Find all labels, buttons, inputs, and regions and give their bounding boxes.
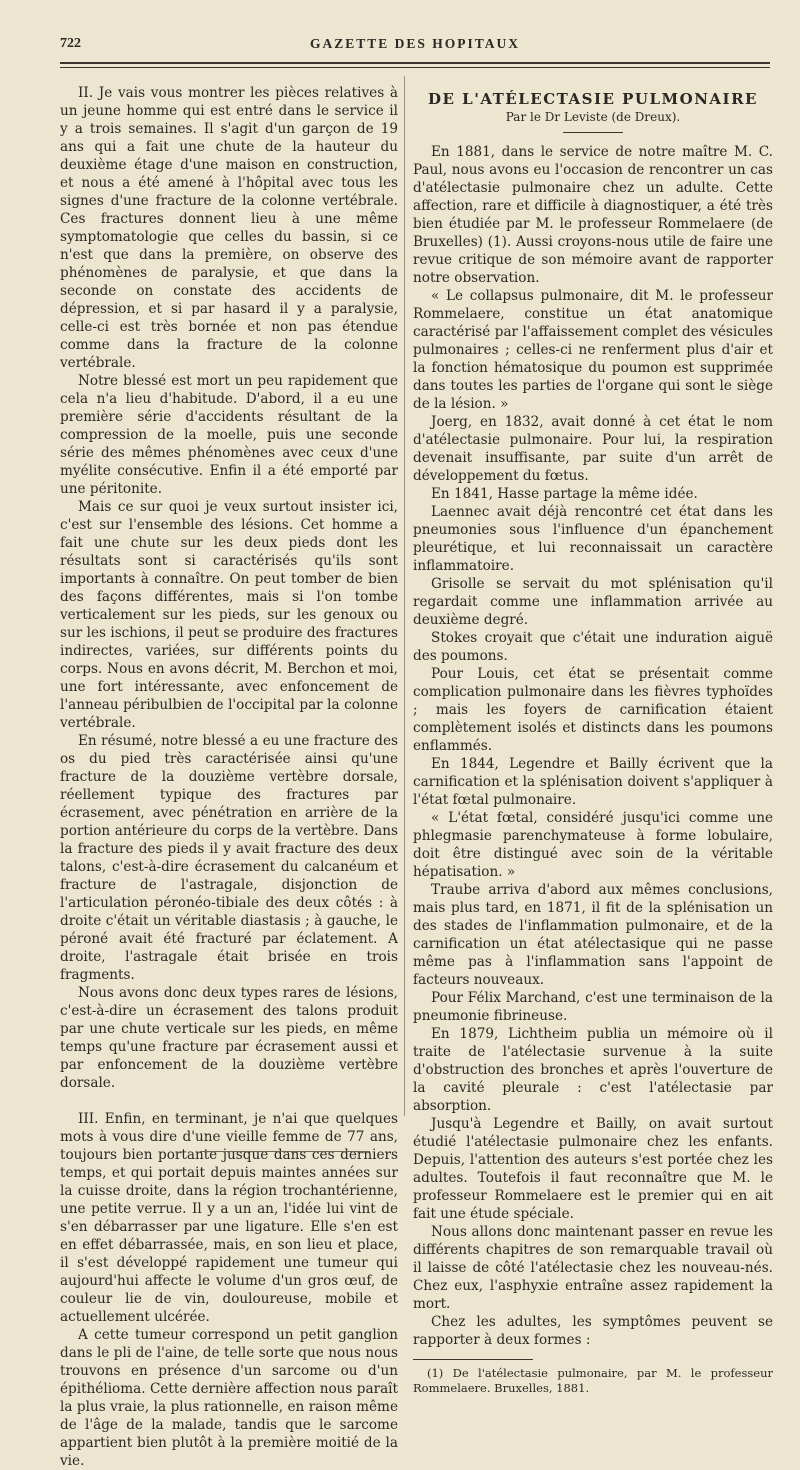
right-paragraph-2: « Le collapsus pulmonaire, dit M. le professeur Rommelaere, constitue un état anatomique caractérisé par l'affaissement complet des vésicules pulmonaires ; celles-ci ne renferment plus d'air et la fonction hématosique du poumon est supprimée dans toutes les parties de l'organe qui sont le siège de la lésion. » <box>413 288 773 412</box>
header-rule-thick <box>60 62 770 64</box>
right-paragraph-7: Stokes croyait que c'était une induration aiguë des poumons. <box>413 630 773 664</box>
article-author: Par le Dr Leviste (de Dreux). <box>505 110 681 124</box>
right-paragraph-3: Joerg, en 1832, avait donné à cet état le nom d'atélectasie pulmonaire. Pour lui, la respiration devenait insuffisante, par suite d'un arrêt de développement du fœtus. <box>413 414 773 484</box>
right-paragraph-11: Traube arriva d'abord aux mêmes conclusions, mais plus tard, en 1871, il fit de la splénisation un des stades de l'inflammation pulmonaire, et de la carnification un état atélectasique qui ne passe même pas à l'inflammation sans l'appoint de facteurs nouveaux. <box>413 882 773 988</box>
journal-title: GAZETTE DES HOPITAUX <box>309 36 521 51</box>
right-paragraph-10: « L'état fœtal, considéré jusqu'ici comme une phlegmasie parenchymateuse à forme lobulaire, doit être distingué avec soin de la véritable hépatisation. » <box>413 810 773 880</box>
right-paragraph-9: En 1844, Legendre et Bailly écrivent que la carnification et la splénisation doivent s'appliquer à l'état fœtal pulmonaire. <box>413 756 773 808</box>
column-divider <box>404 76 405 1116</box>
right-paragraph-14: Jusqu'à Legendre et Bailly, on avait surtout étudié l'atélectasie pulmonaire chez les enfants. Depuis, l'attention des auteurs s'est portée chez les adultes. Toutefois il faut reconnaître que M. le professeur Rommelaere est le premier qui en ait fait une étude spéciale. <box>413 1116 773 1222</box>
right-paragraph-6: Grisolle se servait du mot splénisation qu'il regardait comme une inflammation arrivée au deuxième degré. <box>413 576 773 628</box>
left-column <box>60 84 398 1470</box>
title-rule <box>563 132 623 133</box>
right-paragraph-13: En 1879, Lichtheim publia un mémoire où il traite de l'atélectasie survenue à la suite d'obstruction des bronches et après l'ouverture de la cavité pleurale : c'est l'atélectasie par absorption. <box>413 1026 773 1114</box>
right-paragraph-8: Pour Louis, cet état se présentait comme complication pulmonaire dans les fièvres typhoïdes ; mais les foyers de carnification étaient complètement isolés et distincts dans les poumons enflammés. <box>413 666 773 754</box>
left-paragraph-1: II. Je vais vous montrer les pièces relatives à un jeune homme qui est entré dans le service il y a trois semaines. Il s'agit d'un garçon de 19 ans qui a fait une chute de la hauteur du deuxième étage d'une maison en construction, et nous a été amené à l'hôpital avec tous les signes d'une fracture de la colonne vertébrale. Ces fractures donnent lieu à une même symptomatologie que celles du bassin, si ce n'est que dans la première, on observe des phénomènes de paralysie, et que dans la seconde on constate des accidents de dépression, et si par hasard il y a paralysie, celle-ci est très bornée et non pas étendue comme dans la fracture de la colonne vertébrale. <box>60 85 398 371</box>
left-paragraph-4: En résumé, notre blessé a eu une fracture des os du pied très caractérisée ainsi qu'une fracture de la douzième vertèbre dorsale, réellement typique des fractures par écrasement, avec pénétration en arrière de la portion antérieure du corps de la vertèbre. Dans la fracture des pieds il y avait fracture des deux talons, c'est-à-dire écrasement du calcanéum et fracture de l'astragale, disjonction de l'articulation péronéo-tibiale des deux côtés : à droite c'était un véritable diastasis ; à gauche, le péroné avait été fracturé par éclatement. A droite, l'astragale était brisée en trois fragments. <box>60 733 398 983</box>
right-column <box>413 84 773 1396</box>
right-paragraph-5: Laennec avait déjà rencontré cet état dans les pneumonies sous l'influence d'un épanchement pleurétique, et lui reconnaissait un caractère inflammatoire. <box>413 504 773 574</box>
section-gap <box>60 1092 398 1110</box>
right-paragraph-15: Nous allons donc maintenant passer en revue les différents chapitres de son remarquable travail où il laisse de côté l'atélectasie chez les nouveau-nés. Chez eux, l'asphyxie entraîne assez rapidement la mort. <box>413 1224 773 1312</box>
right-paragraph-4: En 1841, Hasse partage la même idée. <box>431 486 698 502</box>
left-paragraph-7: A cette tumeur correspond un petit ganglion dans le pli de l'aine, de telle sorte que nous nous trouvons en présence d'un sarcome ou d'un épithélioma. Cette dernière affection nous paraît la plus vraie, la plus rationnelle, en raison même de l'âge de la malade, tandis que le sarcome appartient bien plutôt à la première moitié de la vie. <box>60 1327 398 1469</box>
right-paragraph-12: Pour Félix Marchand, c'est une terminaison de la pneumonie fibrineuse. <box>413 990 773 1024</box>
bottom-rule <box>200 1151 370 1152</box>
page-header <box>60 36 770 58</box>
page-number: 722 <box>60 36 81 51</box>
right-paragraph-1: En 1881, dans le service de notre maître M. C. Paul, nous avons eu l'occasion de rencontrer un cas d'atélectasie pulmonaire chez un adulte. Cette affection, rare et difficile à diagnostiquer, a été très bien étudiée par M. le professeur Rommelaere (de Bruxelles) (1). Aussi croyons-nous utile de faire une revue critique de son mémoire avant de rapporter notre observation. <box>413 144 773 286</box>
left-paragraph-5: Nous avons donc deux types rares de lésions, c'est-à-dire un écrasement des talons produit par une chute verticale sur les pieds, en même temps qu'une fracture par écrasement aussi et par enfoncement de la douzième vertèbre dorsale. <box>60 985 398 1091</box>
left-paragraph-3: Mais ce sur quoi je veux surtout insister ici, c'est sur l'ensemble des lésions. Cet homme a fait une chute sur les deux pieds dont les résultats sont si caractérisés qu'ils sont importants à connaître. On peut tomber de bien des façons différentes, mais si l'on tombe verticalement sur les pieds, sur les genoux ou sur les ischions, il peut se produire des fractures indirectes, variées, sur différents points du corps. Nous en avons décrit, M. Berchon et moi, une fort intéressante, avec enfoncement de l'anneau péribulbien de l'occipital par la colonne vertébrale. <box>60 499 398 731</box>
left-paragraph-6: III. Enfin, en terminant, je n'ai que quelques mots à vous dire d'une vieille femme de 77 ans, toujours bien portante jusque dans ces derniers temps, et qui portait depuis maintes années sur la cuisse droite, dans la région trochantérienne, une petite verrue. Il y a un an, l'idée lui vint de s'en débarrasser par une ligature. Elle s'en est en effet débarrassée, mais, en son lieu et place, il s'est développé rapidement une tumeur qui aujourd'hui affecte le volume d'un gros œuf, de couleur lie de vin, douloureuse, mobile et actuellement ulcérée. <box>60 1111 398 1325</box>
header-rule-thin <box>60 67 770 68</box>
article-title: DE L'ATÉLECTASIE PULMONAIRE <box>428 90 758 108</box>
left-paragraph-2: Notre blessé est mort un peu rapidement que cela n'a lieu d'habitude. D'abord, il a eu une première série d'accidents résultant de la compression de la moelle, puis une seconde série des mêmes phénomènes avec ceux d'une myélite consécutive. Enfin il a été emporté par une péritonite. <box>60 373 398 497</box>
right-paragraph-16: Chez les adultes, les symptômes peuvent se rapporter à deux formes : <box>413 1314 773 1348</box>
footnote: (1) De l'atélectasie pulmonaire, par M. le professeur Rommelaere. Bruxelles, 1881. <box>413 1366 773 1395</box>
footnote-rule <box>413 1359 533 1360</box>
